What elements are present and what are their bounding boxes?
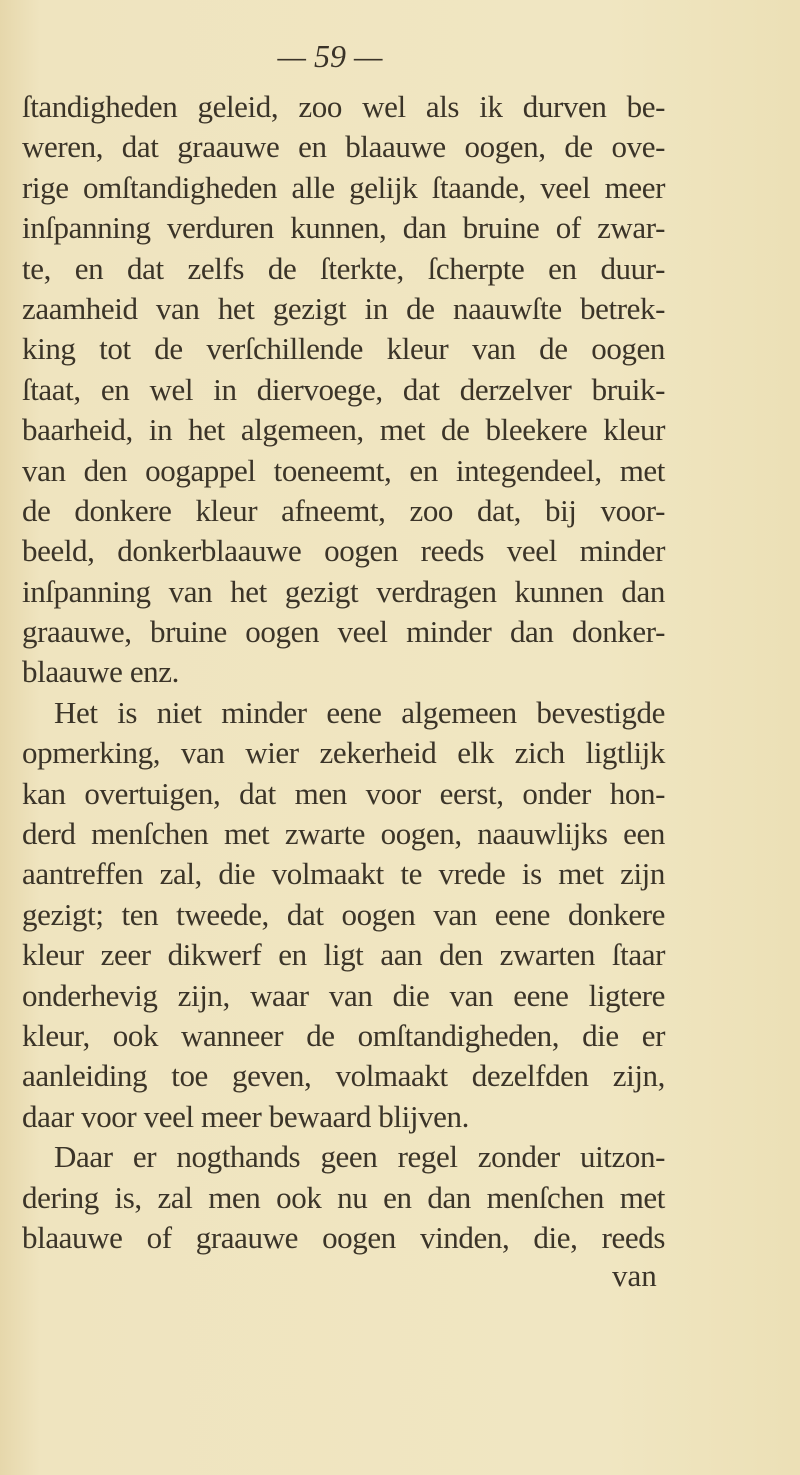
text-line: inſpanning van het gezigt verdragen kunnen dan (22, 573, 665, 609)
text-line: inſpanning verduren kunnen, dan bruine of zwar- (22, 210, 665, 246)
text-line: aanleiding toe geven, volmaakt dezelfden zijn, (22, 1058, 665, 1094)
text-line: derd menſchen met zwarte oogen, naauwlijks een (22, 816, 665, 852)
text-line: daar voor veel meer bewaard blijven. (22, 1098, 469, 1134)
page-number: — 59 — (277, 38, 383, 74)
text-line: onderhevig zijn, waar van die van eene ligtere (22, 977, 665, 1013)
text-line: te, en dat zelfs de ſterkte, ſcherpte en duur- (22, 250, 665, 286)
text-line: opmerking, van wier zekerheid elk zich ligtlijk (22, 735, 665, 771)
body-text (22, 87, 665, 1258)
text-line: graauwe, bruine oogen veel minder dan donker- (22, 614, 665, 650)
text-line: weren, dat graauwe en blaauwe oogen, de ove- (22, 129, 665, 165)
text-line: kleur zeer dikwerf en ligt aan den zwarten ſtaar (22, 937, 665, 973)
text-line: rige omſtandigheden alle gelijk ſtaande, veel meer (22, 169, 665, 205)
catchword: van (612, 1258, 657, 1293)
text-line: de donkere kleur afneemt, zoo dat, bij voor- (22, 492, 665, 528)
text-line: van den oogappel toeneemt, en integendeel, met (22, 452, 665, 488)
text-line: gezigt; ten tweede, dat oogen van eene donkere (22, 896, 665, 932)
text-line: kan overtuigen, dat men voor eerst, onder hon- (22, 775, 665, 811)
text-line: blaauwe of graauwe oogen vinden, die, reeds (22, 1219, 665, 1255)
paragraph-start-line: Daar er nogthands geen regel zonder uitzon- (54, 1139, 665, 1175)
paragraph-start-line: Het is niet minder eene algemeen bevestigde (54, 694, 665, 730)
text-line: king tot de verſchillende kleur van de oogen (22, 331, 665, 367)
text-line: blaauwe enz. (22, 654, 179, 690)
text-line: zaamheid van het gezigt in de naauwſte betrek- (22, 290, 665, 326)
text-line: dering is, zal men ook nu en dan menſchen met (22, 1179, 665, 1215)
text-line: ſtaat, en wel in diervoege, dat derzelver bruik- (22, 371, 665, 407)
text-line: beeld, donkerblaauwe oogen reeds veel minder (22, 533, 665, 569)
text-line: aantreffen zal, die volmaakt te vrede is met zijn (22, 856, 665, 892)
text-line: kleur, ook wanneer de omſtandigheden, die er (22, 1017, 665, 1053)
text-line: ſtandigheden geleid, zoo wel als ik durven be- (22, 89, 665, 124)
text-line: baarheid, in het algemeen, met de bleekere kleur (22, 412, 665, 448)
